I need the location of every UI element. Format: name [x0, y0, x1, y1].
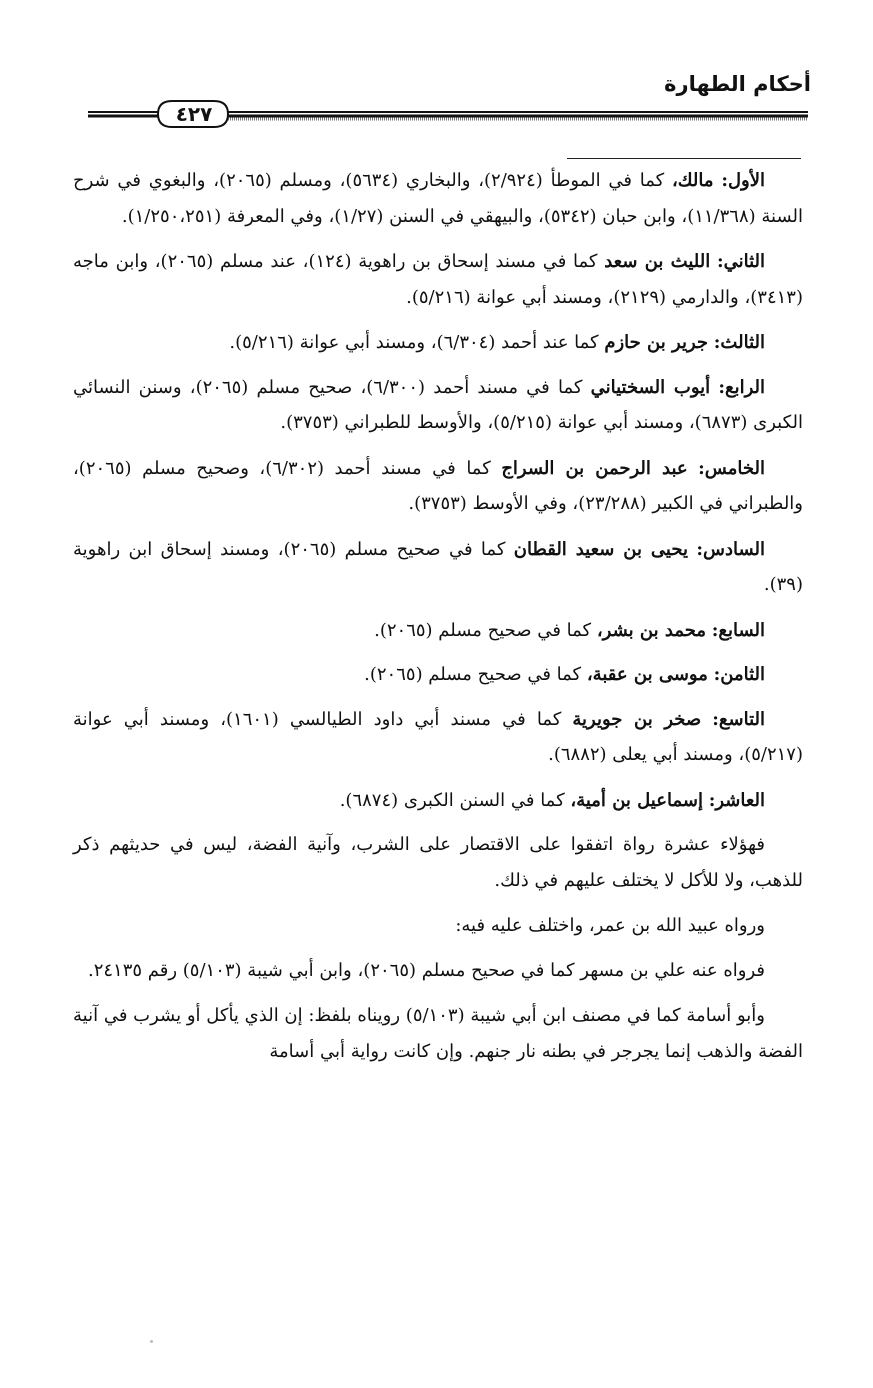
citation-text: كما في صحيح مسلم (٢٠٦٥).	[364, 664, 587, 685]
citation-text: كما في مسند أبي داود الطيالسي (١٦٠١)، ومسند أبي عوانة (٥/٢١٧)، ومسند أبي يعلى (٦٨٨٢).	[73, 708, 803, 765]
narrator-paragraph-9	[73, 702, 803, 773]
narrator-name: موسى بن عقبة،	[586, 664, 708, 685]
narrator-paragraph-3	[73, 325, 803, 361]
narrator-paragraph-2	[73, 244, 803, 315]
page-number: ٤٢٧	[175, 102, 213, 126]
narrator-paragraph-5	[73, 451, 803, 522]
citation-text: كما في مسند إسحاق بن راهوية (١٢٤)، عند مسلم (٢٠٦٥)، وابن ماجه (٣٤١٣)، والدارمي (٢١٢٩)، ومسند أبي عوانة (٥/٢١٦).	[73, 251, 803, 308]
ordinal-label: الثالث:	[713, 332, 765, 353]
ordinal-label: الثامن:	[713, 664, 765, 685]
narrator-paragraph-1	[73, 163, 803, 234]
narrator-name: إسماعيل بن أمية،	[570, 789, 703, 811]
narrator-paragraph-7	[73, 613, 803, 649]
narrator-paragraph-10	[73, 783, 803, 819]
citation-text: كما في مسند أحمد (٦/٣٠٢)، وصحيح مسلم (٢٠٦٥)، والطبراني في الكبير (٢٣/٢٨٨)، وفي الأوسط (٣٧٥٣).	[73, 457, 803, 514]
citation-text: كما في مسند أحمد (٦/٣٠٠)، صحيح مسلم (٢٠٦٥)، وسنن النسائي الكبرى (٦٨٧٣)، ومسند أبي عوانة (٥/٢١٥)، والأوسط للطبراني (٣٧٥٣).	[73, 376, 803, 433]
scan-speck	[150, 1340, 153, 1343]
variant-paragraph-abu-usama: وأبو أسامة كما في مصنف ابن أبي شيبة (٥/١٠٣) رويناه بلفظ: إن الذي يأكل أو يشرب في آنية الفضة والذهب إنما يجرجر في بطنه نار جنهم. وإن كانت رواية أبي أسامة	[73, 1005, 803, 1062]
narrator-name: جرير بن حازم	[604, 332, 709, 353]
citation-text: كما في السنن الكبرى (٦٨٧٤).	[339, 789, 571, 811]
citation-text: كما في الموطأ (٢/٩٢٤)، والبخاري (٥٦٣٤)، ومسلم (٢٠٦٥)، والبغوي في شرح السنة (١١/٣٦٨)، وابن حبان (٥٣٤٢)، والبيهقي في السنن (١/٢٧)، وفي المعرفة (١/٢٥٠،٢٥١).	[73, 170, 803, 227]
narrator-paragraph-8	[73, 657, 803, 693]
narrator-name: عبد الرحمن بن السراج	[501, 457, 688, 479]
ordinal-label: الأول:	[721, 170, 766, 191]
narrator-name: مالك،	[671, 170, 714, 191]
ordinal-label: السادس:	[696, 538, 766, 560]
variant-intro-paragraph: ورواه عبيد الله بن عمر، واختلف عليه فيه:	[455, 915, 765, 936]
narrator-paragraph-4	[73, 370, 803, 441]
footnote-body	[73, 163, 803, 1079]
narrator-name: محمد بن بشر،	[596, 619, 706, 641]
ordinal-label: الخامس:	[698, 457, 765, 479]
ordinal-label: التاسع:	[712, 708, 765, 730]
ordinal-label: العاشر:	[708, 789, 765, 811]
ordinal-label: السابع:	[711, 619, 765, 641]
variant-paragraph-ali-ibn-mushir: فرواه عنه علي بن مسهر كما في صحيح مسلم (٢٠٦٥)، وابن أبي شيبة (٥/١٠٣) رقم ٢٤١٣٥.	[87, 959, 765, 981]
narrator-paragraph-6	[73, 532, 803, 603]
citation-text: كما في صحيح مسلم (٢٠٦٥).	[374, 619, 597, 641]
footnote-separator	[567, 158, 801, 159]
running-header-title: أحكام الطهارة	[664, 72, 811, 96]
summary-paragraph: فهؤلاء عشرة رواة اتفقوا على الاقتصار على الشرب، وآنية الفضة، ليس في حديثهم ذكر للذهب، ولا للأكل لا يختلف عليهم في ذلك.	[73, 834, 803, 891]
narrator-name: الليث بن سعد	[604, 251, 711, 272]
narrator-name: أيوب السختياني	[590, 376, 711, 398]
narrator-name: صخر بن جويرية	[572, 708, 702, 730]
ordinal-label: الثاني:	[716, 251, 765, 272]
citation-text: كما في صحيح مسلم (٢٠٦٥)، ومسند إسحاق ابن راهوية (٣٩).	[73, 538, 803, 595]
narrator-name: يحيى بن سعيد القطان	[513, 538, 688, 560]
ordinal-label: الرابع:	[718, 376, 765, 398]
citation-text: كما عند أحمد (٦/٣٠٤)، ومسند أبي عوانة (٥/٢١٦).	[229, 332, 605, 353]
